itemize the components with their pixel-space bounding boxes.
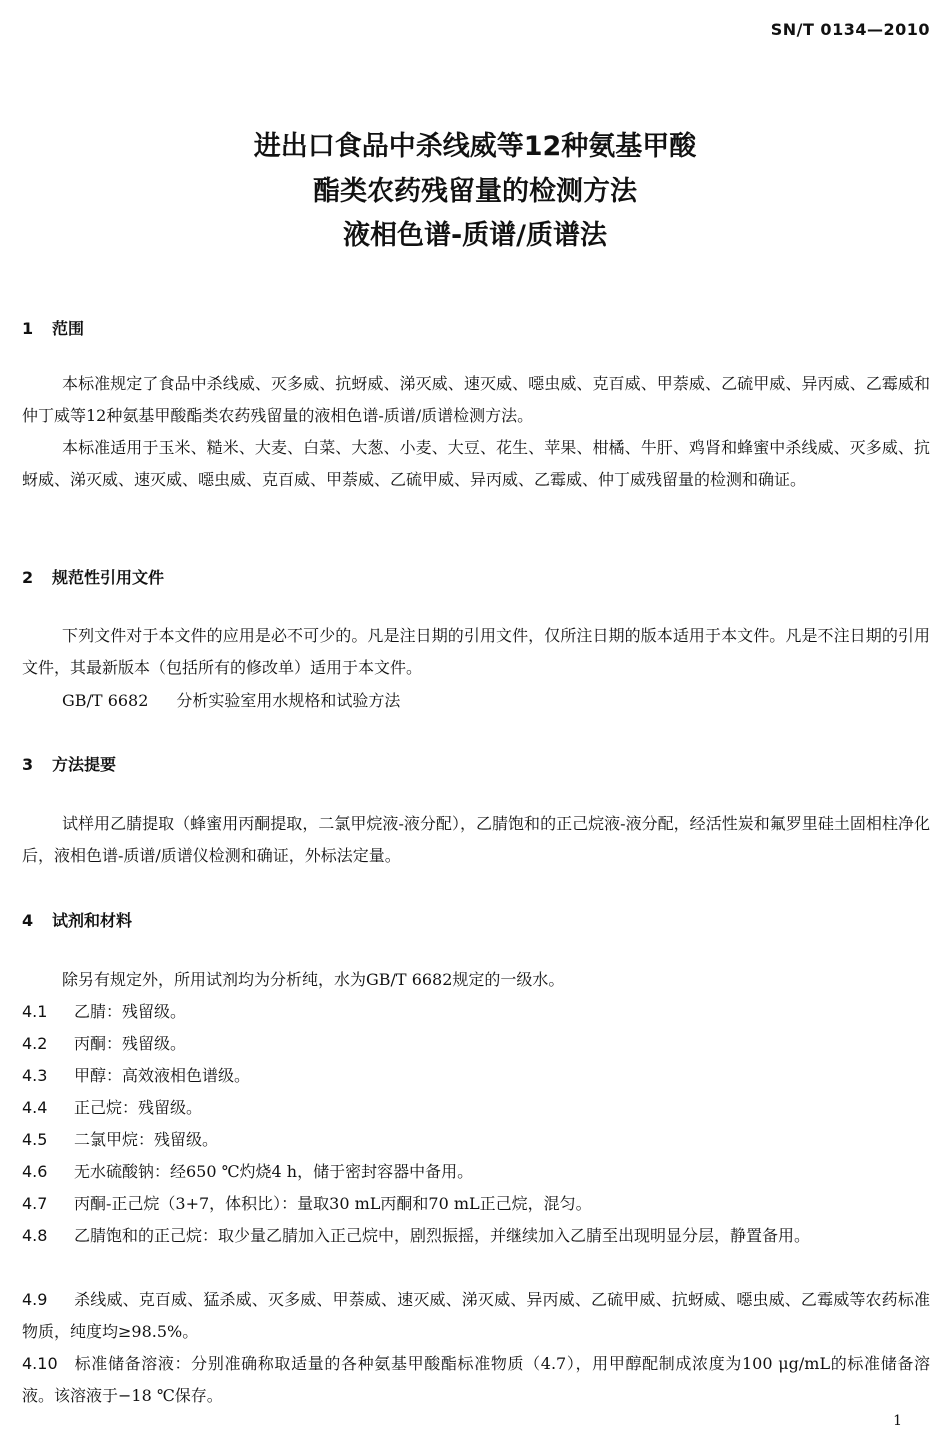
- clause-text: 丙酮：残留级。: [74, 1034, 187, 1053]
- section-3-heading: [22, 752, 116, 775]
- clause-number: 4.3: [22, 1066, 48, 1085]
- clause-item: [22, 1092, 930, 1124]
- reference-title: 分析实验室用水规格和试验方法: [176, 691, 401, 710]
- section-2-paragraph-1: 下列文件对于本文件的应用是必不可少的。凡是注日期的引用文件，仅所注日期的版本适用于本文件。凡是不注日期的引用文件，其最新版本（包括所有的修改单）适用于本文件。: [22, 626, 930, 677]
- clause-number: 4.4: [22, 1098, 48, 1117]
- clause-text: 标准储备溶液：分别准确称取适量的各种氨基甲酸酯标准物质（4.7），用甲醇配制成浓度为100 μg/mL的标准储备溶液。该溶液于−18 ℃保存。: [22, 1354, 930, 1405]
- section-number: 4: [22, 911, 34, 930]
- document-title-line-1: 进出口食品中杀线威等12种氨基甲酸: [253, 131, 697, 162]
- clause-number: 4.7: [22, 1194, 48, 1213]
- standard-code: SN/T 0134—2010: [770, 20, 930, 39]
- clause-text: 正己烷：残留级。: [74, 1098, 203, 1117]
- clause-item: [22, 1284, 930, 1348]
- clause-item: [22, 996, 930, 1028]
- clause-item: [22, 1220, 930, 1252]
- section-3-paragraph-1: 试样用乙腈提取（蜂蜜用丙酮提取，二氯甲烷液-液分配），乙腈饱和的正己烷液-液分配，经活性炭和氟罗里硅土固相柱净化后，液相色谱-质谱/质谱仪检测和确证，外标法定量。: [22, 814, 930, 865]
- clause-item: [22, 1188, 930, 1220]
- clause-item: [22, 1156, 930, 1188]
- section-number: 2: [22, 568, 34, 587]
- document-title-line-2: 酯类农药残留量的检测方法: [313, 176, 637, 207]
- clause-number: 4.9: [22, 1290, 48, 1309]
- clause-number: 4.2: [22, 1034, 48, 1053]
- clause-text: 丙酮-正己烷（3+7，体积比）：量取30 mL丙酮和70 mL正己烷，混匀。: [74, 1194, 592, 1213]
- clause-item: [22, 1124, 930, 1156]
- clause-number: 4.8: [22, 1226, 48, 1245]
- clause-text: 杀线威、克百威、猛杀威、灭多威、甲萘威、速灭威、涕灭威、异丙威、乙硫甲威、抗蚜威、噁虫威、乙霉威等农药标准物质，纯度均≥98.5%。: [22, 1290, 930, 1341]
- clause-text: 二氯甲烷：残留级。: [74, 1130, 219, 1149]
- clause-text: 乙腈饱和的正己烷：取少量乙腈加入正己烷中，剧烈振摇，并继续加入乙腈至出现明显分层，静置备用。: [74, 1226, 811, 1245]
- section-2-heading: [22, 565, 164, 588]
- clause-text: 甲醇：高效液相色谱级。: [74, 1066, 251, 1085]
- clause-item: [22, 1028, 930, 1060]
- section-number: 1: [22, 319, 34, 338]
- section-1-paragraph-2: 本标准适用于玉米、糙米、大麦、白菜、大葱、小麦、大豆、花生、苹果、柑橘、牛肝、鸡肾和蜂蜜中杀线威、灭多威、抗蚜威、涕灭威、速灭威、噁虫威、克百威、甲萘威、乙硫甲威、异丙威、乙霉威、仲丁威残留量的检测和确证。: [22, 438, 930, 489]
- section-title: 方法提要: [52, 755, 117, 774]
- section-4-intro: 除另有规定外，所用试剂均为分析纯，水为GB/T 6682规定的一级水。: [62, 970, 565, 989]
- section-1-heading: [22, 316, 84, 339]
- section-title: 试剂和材料: [52, 911, 133, 930]
- reference-code: GB/T 6682: [62, 691, 149, 710]
- document-title-line-3: 液相色谱-质谱/质谱法: [342, 220, 608, 251]
- clause-number: 4.10: [22, 1354, 58, 1373]
- clause-number: 4.6: [22, 1162, 48, 1181]
- section-1-paragraph-1: 本标准规定了食品中杀线威、灭多威、抗蚜威、涕灭威、速灭威、噁虫威、克百威、甲萘威、乙硫甲威、异丙威、乙霉威和仲丁威等12种氨基甲酸酯类农药残留量的液相色谱-质谱/质谱检测方法。: [22, 374, 930, 425]
- clause-item: [22, 1060, 930, 1092]
- clause-text: 无水硫酸钠：经650 ℃灼烧4 h，储于密封容器中备用。: [74, 1162, 474, 1181]
- normative-reference: [62, 688, 400, 711]
- clause-text: 乙腈：残留级。: [74, 1002, 187, 1021]
- section-title: 范围: [52, 319, 85, 338]
- section-4-heading: [22, 908, 132, 931]
- clause-number: 4.1: [22, 1002, 48, 1021]
- clause-item: [22, 1348, 930, 1412]
- page-number: 1: [893, 1413, 902, 1429]
- clause-number: 4.5: [22, 1130, 48, 1149]
- section-title: 规范性引用文件: [52, 568, 165, 587]
- section-number: 3: [22, 755, 34, 774]
